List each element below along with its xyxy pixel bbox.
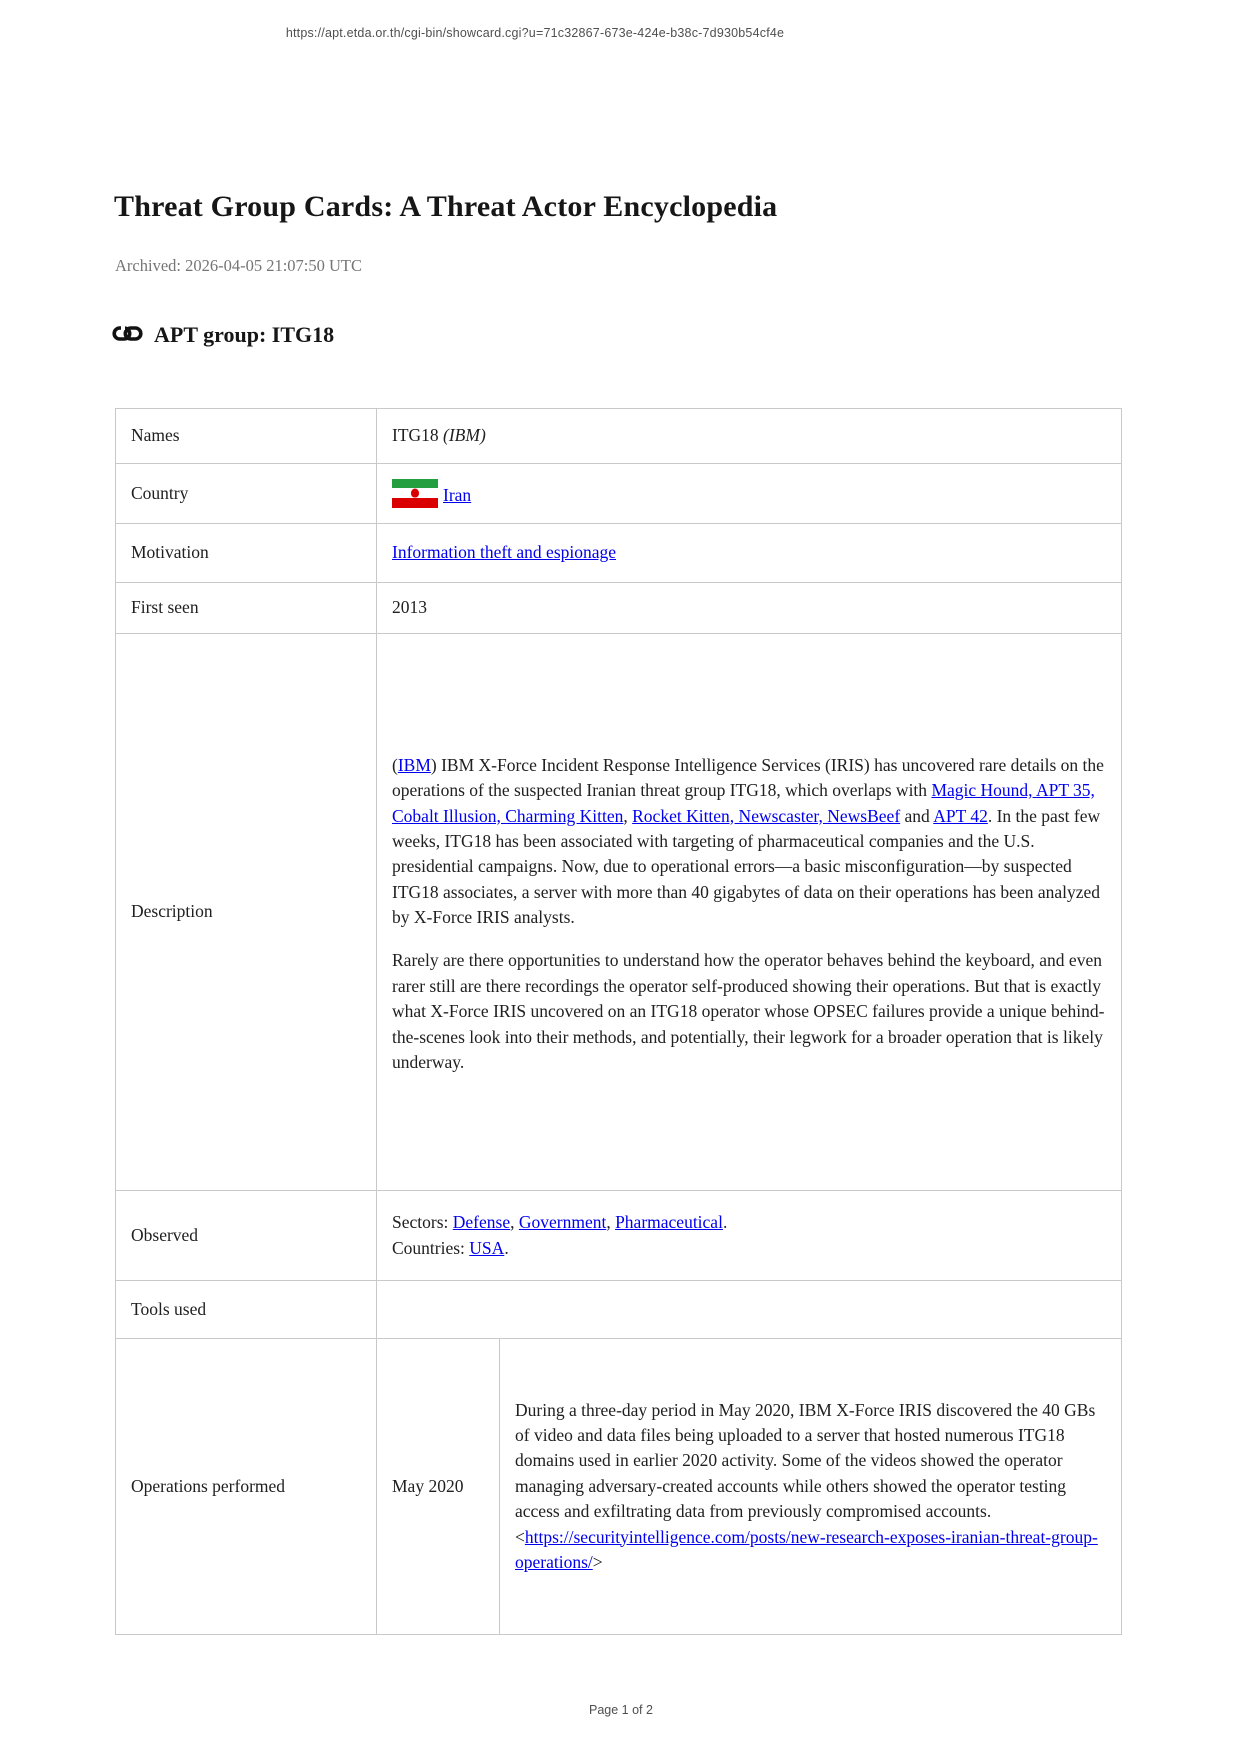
link[interactable]: Government (518, 1212, 607, 1233)
threat-card-table (115, 408, 1122, 1635)
description-value (377, 634, 1122, 1191)
page-title: Threat Group Cards: A Threat Actor Encyclopedia (114, 190, 778, 223)
table-row-first-seen (116, 583, 1122, 634)
table-row-motivation (116, 524, 1122, 583)
country-value (377, 464, 1122, 524)
country-link[interactable]: Iran (443, 484, 472, 505)
observed-countries-line: Countries: USA. (392, 1237, 509, 1258)
link[interactable]: Pharmaceutical (615, 1212, 723, 1233)
row-label-names: Names (116, 409, 377, 464)
link-icon (112, 322, 143, 345)
motivation-link[interactable]: Information theft and espionage (392, 542, 617, 563)
link[interactable]: Magic Hound, APT 35, Cobalt Illusion, Charming Kitten (392, 780, 1095, 826)
table-row-tools-used (116, 1281, 1122, 1339)
row-label-first-seen: First seen (116, 583, 377, 634)
link[interactable]: Defense (452, 1212, 511, 1233)
table-row-names (116, 409, 1122, 464)
row-label-country: Country (116, 464, 377, 524)
row-label-observed: Observed (116, 1191, 377, 1281)
section-heading-row (112, 322, 334, 348)
page-number: Page 1 of 2 (589, 1703, 653, 1717)
print-header-url: https://apt.etda.or.th/cgi-bin/showcard.cgi?u=71c32867-673e-424e-b38c-7d930b54cf4e (285, 26, 785, 40)
archived-timestamp: Archived: 2026-04-05 21:07:50 UTC (115, 256, 363, 275)
operations-date: May 2020 (377, 1339, 500, 1635)
link[interactable]: Rocket Kitten, Newscaster, NewsBeef (632, 805, 901, 826)
italic-text: (IBM) (443, 425, 486, 446)
operations-value: During a three-day period in May 2020, IBM X-Force IRIS discovered the 40 GBs of video and data files being uploaded to a server that hosted numerous ITG18 domains used in earlier 2020 activity. Some of the videos showed the operator managing adversary-created accounts while others showed the operator testing access and exfiltrating data from previously compromised accounts. <https://securityintelligence.com/posts/new-research-exposes-iranian-threat-group-operations/> (500, 1339, 1122, 1635)
description-paragraph-2: Rarely are there opportunities to understand how the operator behaves behind the keyboard, and even rarer still are there recordings the operator self-produced showing their operations. But that is exactly what X-Force IRIS uncovered on an ITG18 operator whose OPSEC failures provide a unique behind-the-scenes look into their methods, and potentially, their legwork for a broader operation that is likely underway. (392, 950, 1105, 1072)
observed-value (377, 1191, 1122, 1281)
section-heading: APT group: ITG18 (154, 322, 335, 347)
table-row-country (116, 464, 1122, 524)
row-label-operations: Operations performed (116, 1339, 377, 1635)
tools-used-value (377, 1281, 1122, 1339)
link[interactable]: https://securityintelligence.com/posts/new-research-exposes-iranian-threat-group-operations/ (515, 1526, 1098, 1572)
iran-flag-emblem (411, 489, 419, 498)
first-seen-value: 2013 (377, 583, 1122, 634)
description-paragraph-1: (IBM) IBM X-Force Incident Response Intelligence Services (IRIS) has uncovered rare details on the operations of the suspected Iranian threat group ITG18, which overlaps with Magic Hound, APT 35, Cobalt Illusion, Charming Kitten, Rocket Kitten, Newscaster, NewsBeef and APT 42. In the past few weeks, ITG18 has been associated with targeting of pharmaceutical companies and the U.S. presidential campaigns. Now, due to operational errors—a basic misconfiguration—by suspected ITG18 associates, a server with more than 40 gigabytes of data on their operations has been analyzed by X-Force IRIS analysts. (392, 754, 1104, 927)
observed-sectors-line: Sectors: Defense, Government, Pharmaceutical. (392, 1212, 728, 1233)
iran-flag (392, 479, 438, 508)
names-value: ITG18 (IBM) (377, 409, 1122, 464)
link[interactable]: USA (469, 1237, 505, 1258)
table-row-operations (116, 1339, 1122, 1635)
motivation-value (377, 524, 1122, 583)
table-row-observed (116, 1191, 1122, 1281)
row-label-description: Description (116, 634, 377, 1191)
table-row-description (116, 634, 1122, 1191)
link[interactable]: APT 42 (933, 805, 988, 826)
row-label-tools-used: Tools used (116, 1281, 377, 1339)
row-label-motivation: Motivation (116, 524, 377, 583)
link[interactable]: IBM (397, 754, 431, 775)
